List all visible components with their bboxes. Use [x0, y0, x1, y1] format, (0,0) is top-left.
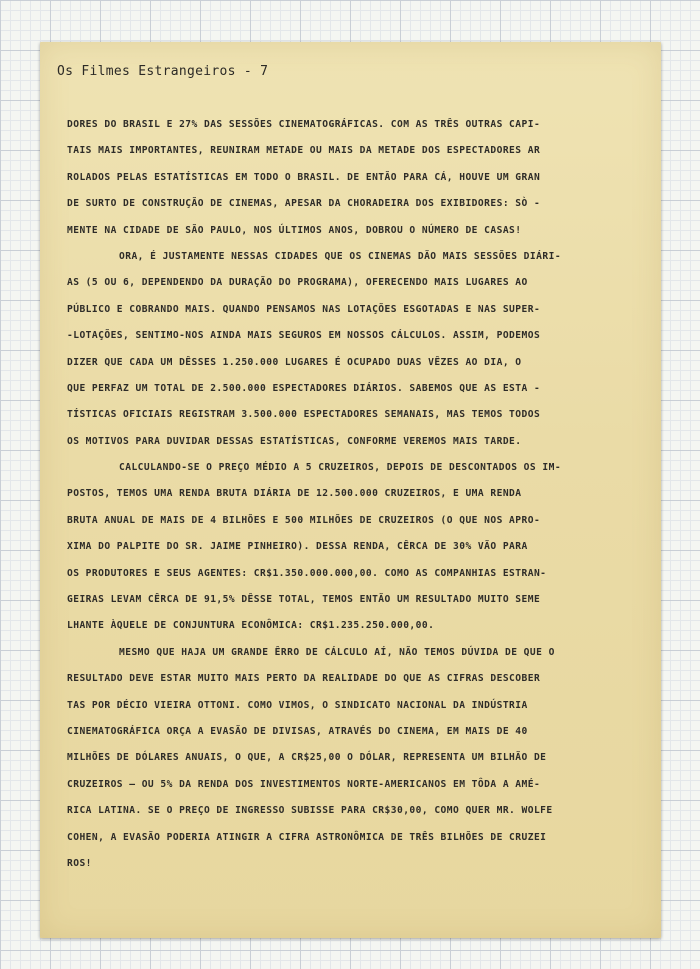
text-line: XIMA DO PALPITE DO SR. JAIME PINHEIRO). DESSA RENDA, CÊRCA DE 30% VÃO PARA [67, 541, 528, 553]
text-line: OS PRODUTORES E SEUS AGENTES: CR$1.350.000.000,00. COMO AS COMPANHIAS ESTRAN- [67, 567, 547, 579]
text-line: MILHÕES DE DÓLARES ANUAIS, O QUE, A CR$25,00 O DÓLAR, REPRESENTA UM BILHÃO DE [67, 752, 547, 764]
text-line: OS MOTIVOS PARA DUVIDAR DESSAS ESTATÍSTICAS, CONFORME VEREMOS MAIS TARDE. [67, 435, 522, 447]
text-line: CRUZEIROS — OU 5% DA RENDA DOS INVESTIMENTOS NORTE-AMERICANOS EM TÔDA A AMÉ- [67, 778, 541, 790]
text-line: PÚBLICO E COBRANDO MAIS. QUANDO PENSAMOS NAS LOTAÇÕES ESGOTADAS E NAS SUPER- [67, 303, 541, 315]
text-line: GEIRAS LEVAM CÊRCA DE 91,5% DÊSSE TOTAL, TEMOS ENTÃO UM RESULTADO MUITO SEME [67, 594, 541, 606]
text-line: BRUTA ANUAL DE MAIS DE 4 BILHÕES E 500 MILHÕES DE CRUZEIROS (O QUE NOS APRO- [67, 514, 541, 526]
text-line: DIZER QUE CADA UM DÊSSES 1.250.000 LUGARES É OCUPADO DUAS VÊZES AO DIA, O [67, 356, 522, 368]
typed-page [40, 42, 661, 938]
text-line: QUE PERFAZ UM TOTAL DE 2.500.000 ESPECTADORES DIÁRIOS. SABEMOS QUE AS ESTA - [67, 382, 541, 394]
text-line: CALCULANDO-SE O PREÇO MÉDIO A 5 CRUZEIROS, DEPOIS DE DESCONTADOS OS IM- [119, 462, 562, 474]
text-line: POSTOS, TEMOS UMA RENDA BRUTA DIÁRIA DE 12.500.000 CRUZEIROS, E UMA RENDA [67, 488, 522, 500]
text-line: ROS! [67, 857, 92, 869]
text-line: MENTE NA CIDADE DE SÃO PAULO, NOS ÚLTIMOS ANOS, DOBROU O NÚMERO DE CASAS! [67, 224, 522, 236]
text-line: ORA, É JUSTAMENTE NESSAS CIDADES QUE OS CINEMAS DÃO MAIS SESSÕES DIÁRI- [119, 250, 562, 262]
text-line: LHANTE ÀQUELE DE CONJUNTURA ECONÔMICA: CR$1.235.250.000,00. [67, 620, 435, 632]
page-header: Os Filmes Estrangeiros - 7 [57, 64, 269, 79]
text-line: TÍSTICAS OFICIAIS REGISTRAM 3.500.000 ESPECTADORES SEMANAIS, MAS TEMOS TODOS [67, 409, 541, 421]
text-line: DE SURTO DE CONSTRUÇÃO DE CINEMAS, APESAR DA CHORADEIRA DOS EXIBIDORES: SÒ - [67, 198, 541, 210]
text-line: DORES DO BRASIL E 27% DAS SESSÕES CINEMATOGRÁFICAS. COM AS TRÊS OUTRAS CAPI- [67, 119, 541, 130]
text-line: AS (5 OU 6, DEPENDENDO DA DURAÇÃO DO PROGRAMA), OFERECENDO MAIS LUGARES AO [67, 277, 528, 289]
text-line: TAIS MAIS IMPORTANTES, REUNIRAM METADE OU MAIS DA METADE DOS ESPECTADORES AR [67, 145, 541, 157]
text-line: MESMO QUE HAJA UM GRANDE ÊRRO DE CÁLCULO AÍ, NÃO TEMOS DÚVIDA DE QUE O [119, 646, 555, 658]
text-line: COHEN, A EVASÃO PODERIA ATINGIR A CIFRA ASTRONÔMICA DE TRÊS BILHÕES DE CRUZEI [67, 831, 547, 843]
text-line: RICA LATINA. SE O PREÇO DE INGRESSO SUBISSE PARA CR$30,00, COMO QUER MR. WOLFE [67, 805, 553, 817]
text-line: TAS POR DÉCIO VIEIRA OTTONI. COMO VIMOS, O SINDICATO NACIONAL DA INDÚSTRIA [67, 699, 528, 711]
text-line: RESULTADO DEVE ESTAR MUITO MAIS PERTO DA REALIDADE DO QUE AS CIFRAS DESCOBER [67, 673, 541, 685]
body-text [67, 112, 657, 877]
text-line: ROLADOS PELAS ESTATÍSTICAS EM TODO O BRASIL. DE ENTÃO PARA CÁ, HOUVE UM GRAN [67, 171, 541, 183]
text-line: -LOTAÇÕES, SENTIMO-NOS AINDA MAIS SEGUROS EM NOSSOS CÁLCULOS. ASSIM, PODEMOS [67, 330, 541, 342]
text-line: CINEMATOGRÁFICA ORÇA A EVASÃO DE DIVISAS, ATRAVÉS DO CINEMA, EM MAIS DE 40 [67, 725, 528, 737]
